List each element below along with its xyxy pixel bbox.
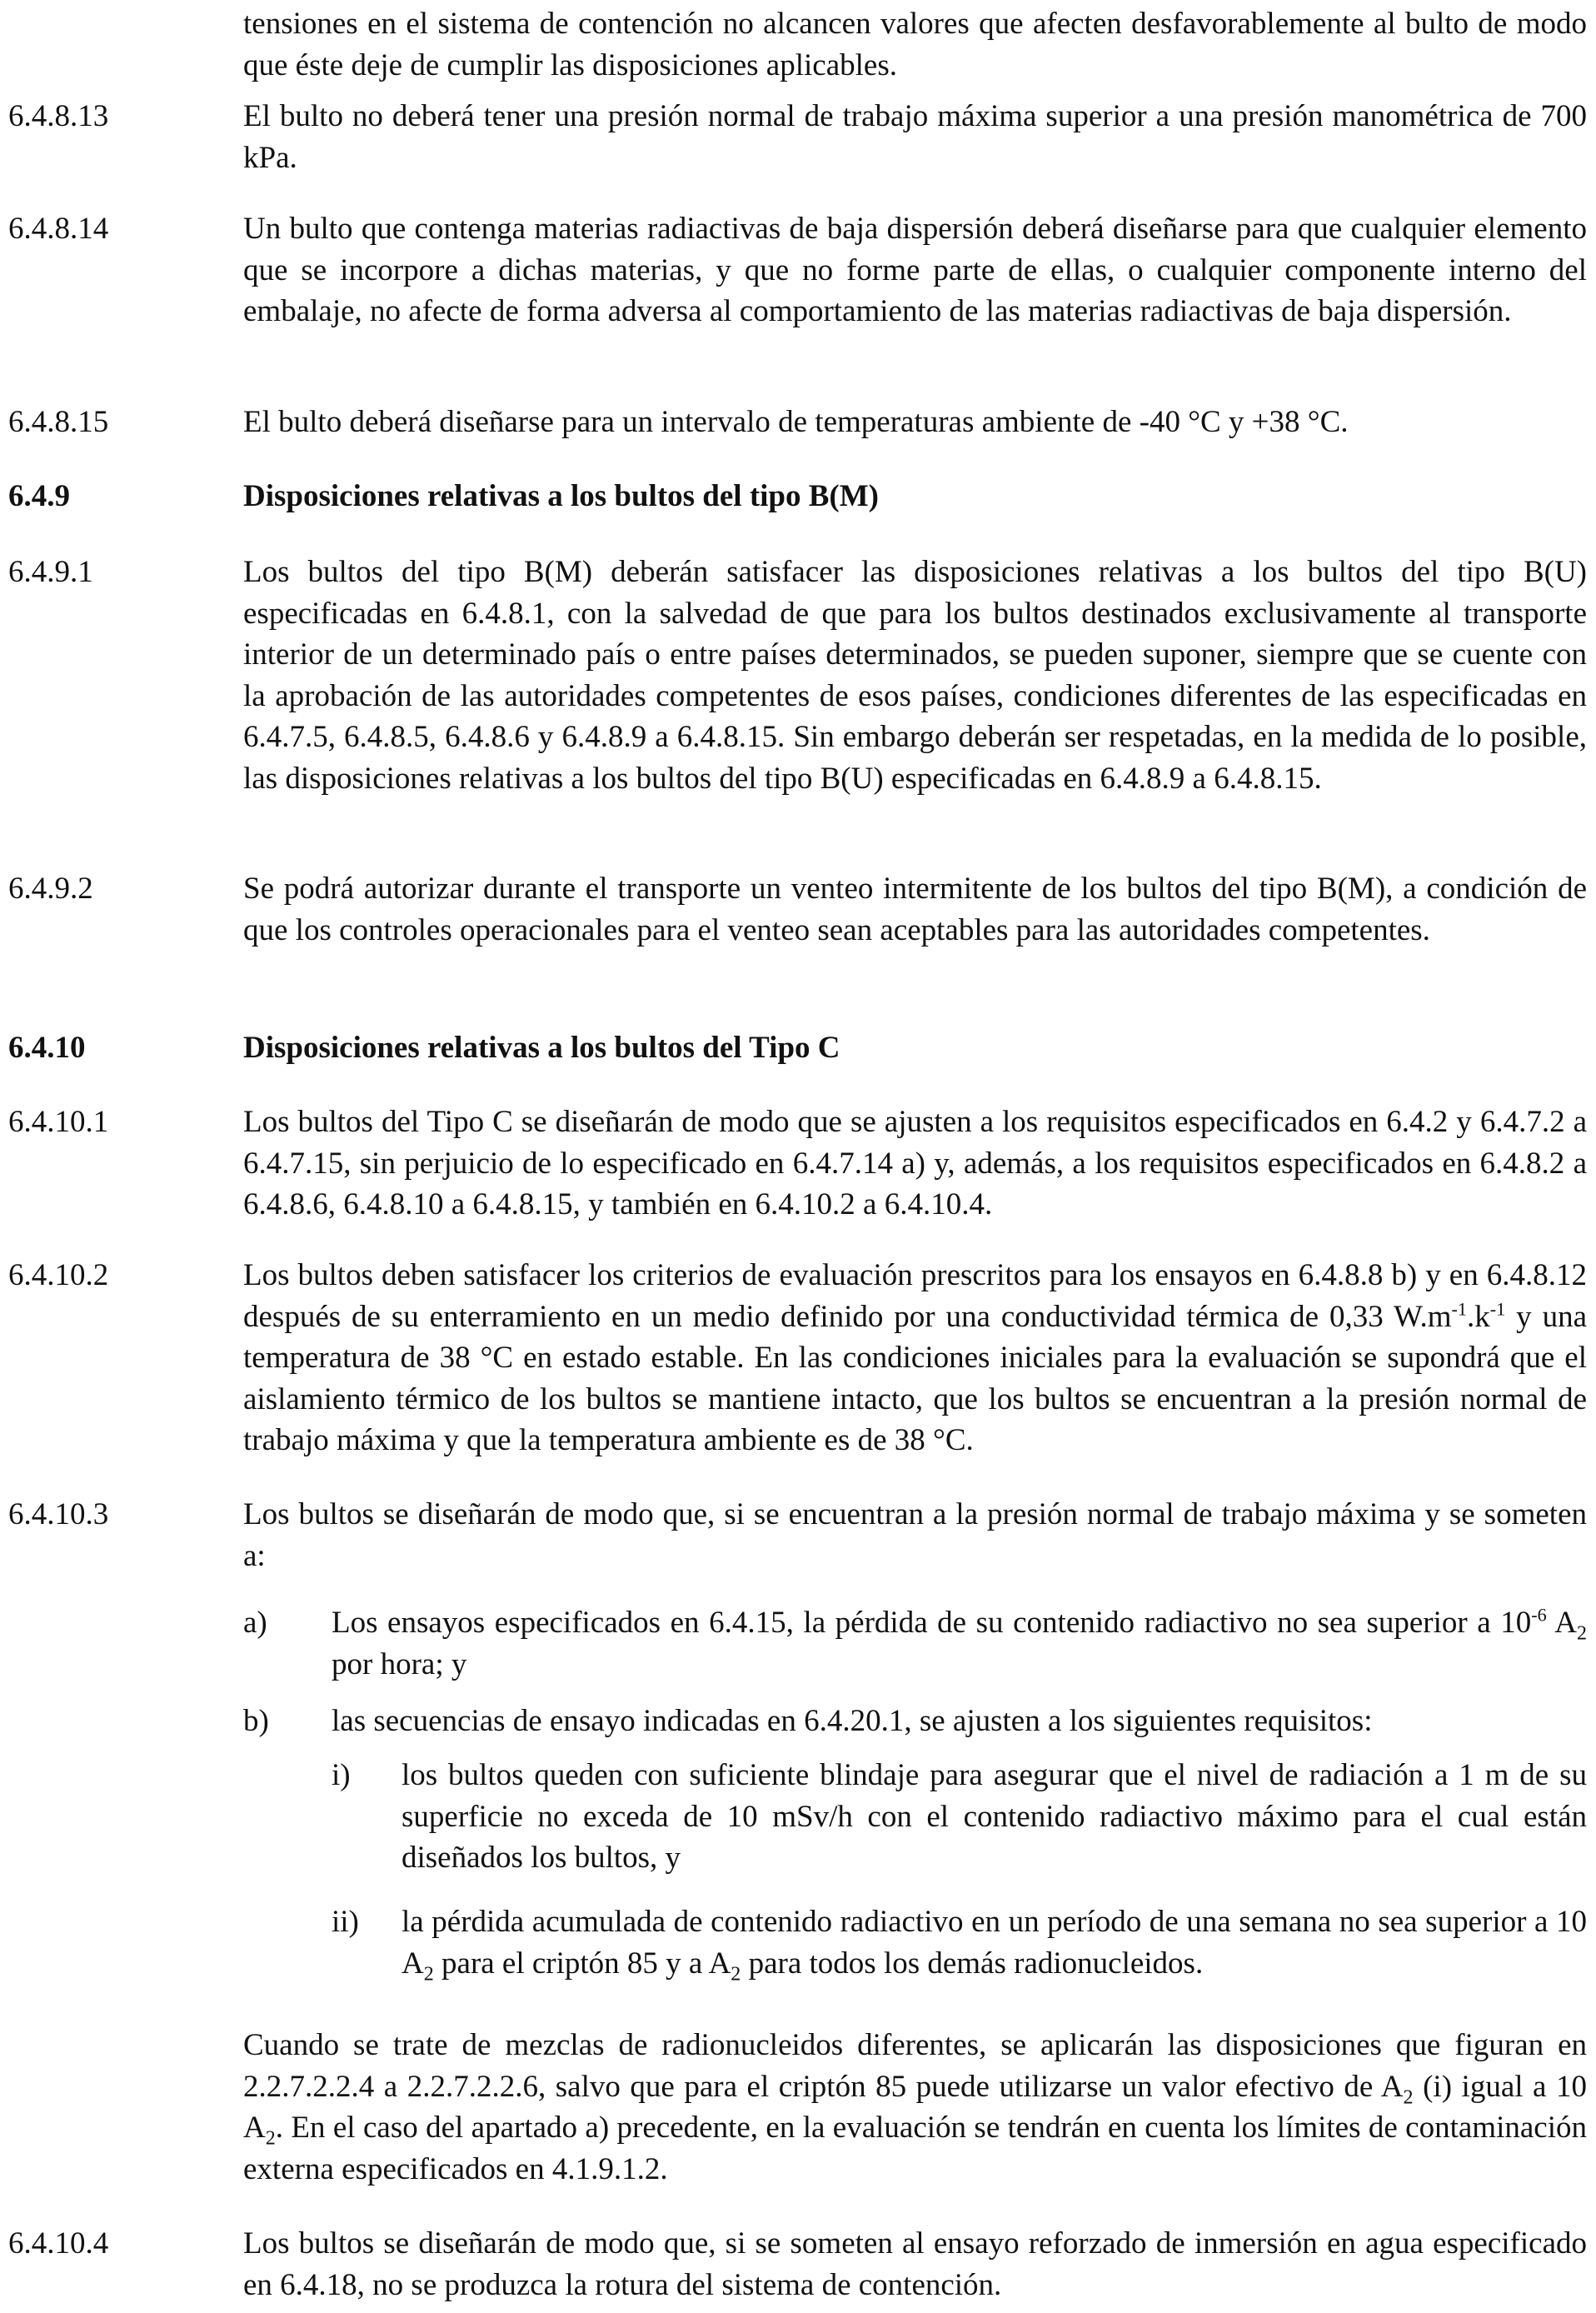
text-run: para el criptón 85 y a A bbox=[433, 1946, 731, 1981]
list-label-ii: ii) bbox=[332, 1905, 359, 1939]
text-run: . En el caso del apartado a) precedente, en la evaluación se tendrán en cuenta los límites de contaminación externa especificados en 4.1.9.1.2. bbox=[243, 2111, 1587, 2186]
section-text-6-4-10-4: Los bultos se diseñarán de modo que, si se someten al ensayo reforzado de inmersión en agua especificado en 6.4.18, no se produzca la rotura del sistema de contención. bbox=[243, 2226, 1587, 2302]
list-item-i: los bultos queden con suficiente blindaje para asegurar que el nivel de radiación a 1 m de su superficie no exceda de 10 mSv/h con el contenido radiactivo máximo para el cual están diseñados los bultos, y bbox=[401, 1758, 1587, 1875]
subscript: 2 bbox=[1403, 2086, 1414, 2108]
section-number-6-4-10-4: 6.4.10.4 bbox=[8, 2226, 109, 2261]
section-number-6-4-9-1: 6.4.9.1 bbox=[8, 555, 93, 589]
text-run: y una temperatura de 38 °C en estado estable. En las condiciones iniciales para la evaluación se supondrá que el aislamiento térmico de los bultos se mantiene intacto, que los bultos se encuentran a la presión normal de trabajo máxima y que la temperatura ambiente es de 38 °C. bbox=[243, 1299, 1587, 1457]
paragraph-continuation: tensiones en el sistema de contención no alcancen valores que afecten desfavorablemente al bulto de modo que éste deje de cumplir las disposiciones aplicables. bbox=[243, 7, 1587, 82]
list-item-a bbox=[332, 1602, 1587, 1685]
heading-number-6-4-10: 6.4.10 bbox=[8, 1031, 86, 1065]
section-text-6-4-10-2 bbox=[243, 1255, 1587, 1461]
section-number-6-4-10-3: 6.4.10.3 bbox=[8, 1497, 109, 1531]
text-run: A bbox=[1546, 1606, 1577, 1640]
list-label-a: a) bbox=[243, 1606, 267, 1640]
section-number-6-4-8-15: 6.4.8.15 bbox=[8, 405, 109, 439]
section-text-6-4-10-1: Los bultos del Tipo C se diseñarán de modo que se ajusten a los requisitos especificados en 6.4.2 y 6.4.7.2 a 6.4.7.15, sin perjuicio de lo especificado en 6.4.7.14 a) y, además, a los requisitos especificados en 6.4.8.2 a 6.4.8.6, 6.4.8.10 a 6.4.8.15, y también en 6.4.10.2 a 6.4.10.4. bbox=[243, 1105, 1587, 1221]
section-number-6-4-8-14: 6.4.8.14 bbox=[8, 212, 109, 246]
superscript: -6 bbox=[1531, 1604, 1547, 1626]
section-number-6-4-10-1: 6.4.10.1 bbox=[8, 1105, 109, 1139]
heading-title-6-4-9: Disposiciones relativas a los bultos del tipo B(M) bbox=[243, 479, 879, 513]
heading-number-6-4-9: 6.4.9 bbox=[8, 479, 70, 513]
section-closing-paragraph bbox=[243, 2025, 1587, 2190]
section-text-6-4-8-15: El bulto deberá diseñarse para un intervalo de temperaturas ambiente de -40 °C y +38 °C. bbox=[243, 405, 1349, 439]
list-label-i: i) bbox=[332, 1758, 351, 1792]
section-text-6-4-8-13: El bulto no deberá tener una presión normal de trabajo máxima superior a una presión manométrica de 700 kPa. bbox=[243, 99, 1587, 175]
list-item-b: las secuencias de ensayo indicadas en 6.4.20.1, se ajusten a los siguientes requisitos: bbox=[332, 1704, 1373, 1738]
text-run: (i) igual a 10 A bbox=[243, 2069, 1588, 2145]
section-number-6-4-8-13: 6.4.8.13 bbox=[8, 99, 109, 133]
text-run: Cuando se trate de mezclas de radionucleidos diferentes, se aplicarán las disposiciones que figuran en 2.2.7.2.2.4 a 2.2.7.2.2.6, salvo que para el criptón 85 puede utilizarse un valor efectivo de A bbox=[243, 2028, 1587, 2104]
section-text-6-4-9-2: Se podrá autorizar durante el transporte un venteo intermitente de los bultos del tipo B(M), a condición de que los controles operacionales para el venteo sean aceptables para las autoridades competentes. bbox=[243, 872, 1587, 947]
section-number-6-4-9-2: 6.4.9.2 bbox=[8, 872, 93, 906]
section-number-6-4-10-2: 6.4.10.2 bbox=[8, 1258, 109, 1292]
heading-title-6-4-10: Disposiciones relativas a los bultos del Tipo C bbox=[243, 1031, 840, 1065]
text-run: .k bbox=[1467, 1299, 1490, 1334]
subscript: 2 bbox=[265, 2127, 276, 2150]
subscript: 2 bbox=[731, 1962, 741, 1985]
text-run: para todos los demás radionucleidos. bbox=[741, 1946, 1204, 1981]
text-run: la pérdida acumulada de contenido radiactivo en un período de una semana no sea superior a 10 A bbox=[401, 1905, 1587, 1981]
text-run: Los ensayos especificados en 6.4.15, la pérdida de su contenido radiactivo no sea superior a 10 bbox=[332, 1606, 1532, 1640]
section-text-6-4-9-1: Los bultos del tipo B(M) deberán satisfacer las disposiciones relativas a los bultos del tipo B(U) especificadas en 6.4.8.1, con la salvedad de que para los bultos destinados exclusivamente al transporte interior de un determinado país o entre países determinados, se pueden suponer, siempre que se cuente con la aprobación de las autoridades competentes de esos países, condiciones diferentes de las especificadas en 6.4.7.5, 6.4.8.5, 6.4.8.6 y 6.4.8.9 a 6.4.8.15. Sin embargo deberán ser respetadas, en la medida de lo posible, las disposiciones relativas a los bultos del tipo B(U) especificadas en 6.4.8.9 a 6.4.8.15. bbox=[243, 555, 1587, 796]
subscript: 2 bbox=[423, 1962, 434, 1985]
list-label-b: b) bbox=[243, 1704, 269, 1738]
superscript: -1 bbox=[1451, 1298, 1468, 1320]
text-run: por hora; y bbox=[332, 1646, 467, 1681]
section-text-6-4-8-14: Un bulto que contenga materias radiactivas de baja dispersión deberá diseñarse para que cualquier elemento que se incorpore a dichas materias, y que no forme parte de ellas, o cualquier componente interno del embalaje, no afecte de forma adversa al comportamiento de las materias radiactivas de baja dispersión. bbox=[243, 212, 1587, 328]
subscript: 2 bbox=[1576, 1622, 1587, 1645]
superscript: -1 bbox=[1489, 1298, 1506, 1320]
text-run: Los bultos deben satisfacer los criterios de evaluación prescritos para los ensayos en 6.4.8.8 b) y en 6.4.8.12 después de su enterramiento en un medio definido por una conductividad térmica de 0,33 W.m bbox=[243, 1258, 1587, 1334]
list-item-ii bbox=[401, 1901, 1587, 1984]
section-text-6-4-10-3: Los bultos se diseñarán de modo que, si se encuentran a la presión normal de trabajo máxima y se someten a: bbox=[243, 1497, 1587, 1573]
